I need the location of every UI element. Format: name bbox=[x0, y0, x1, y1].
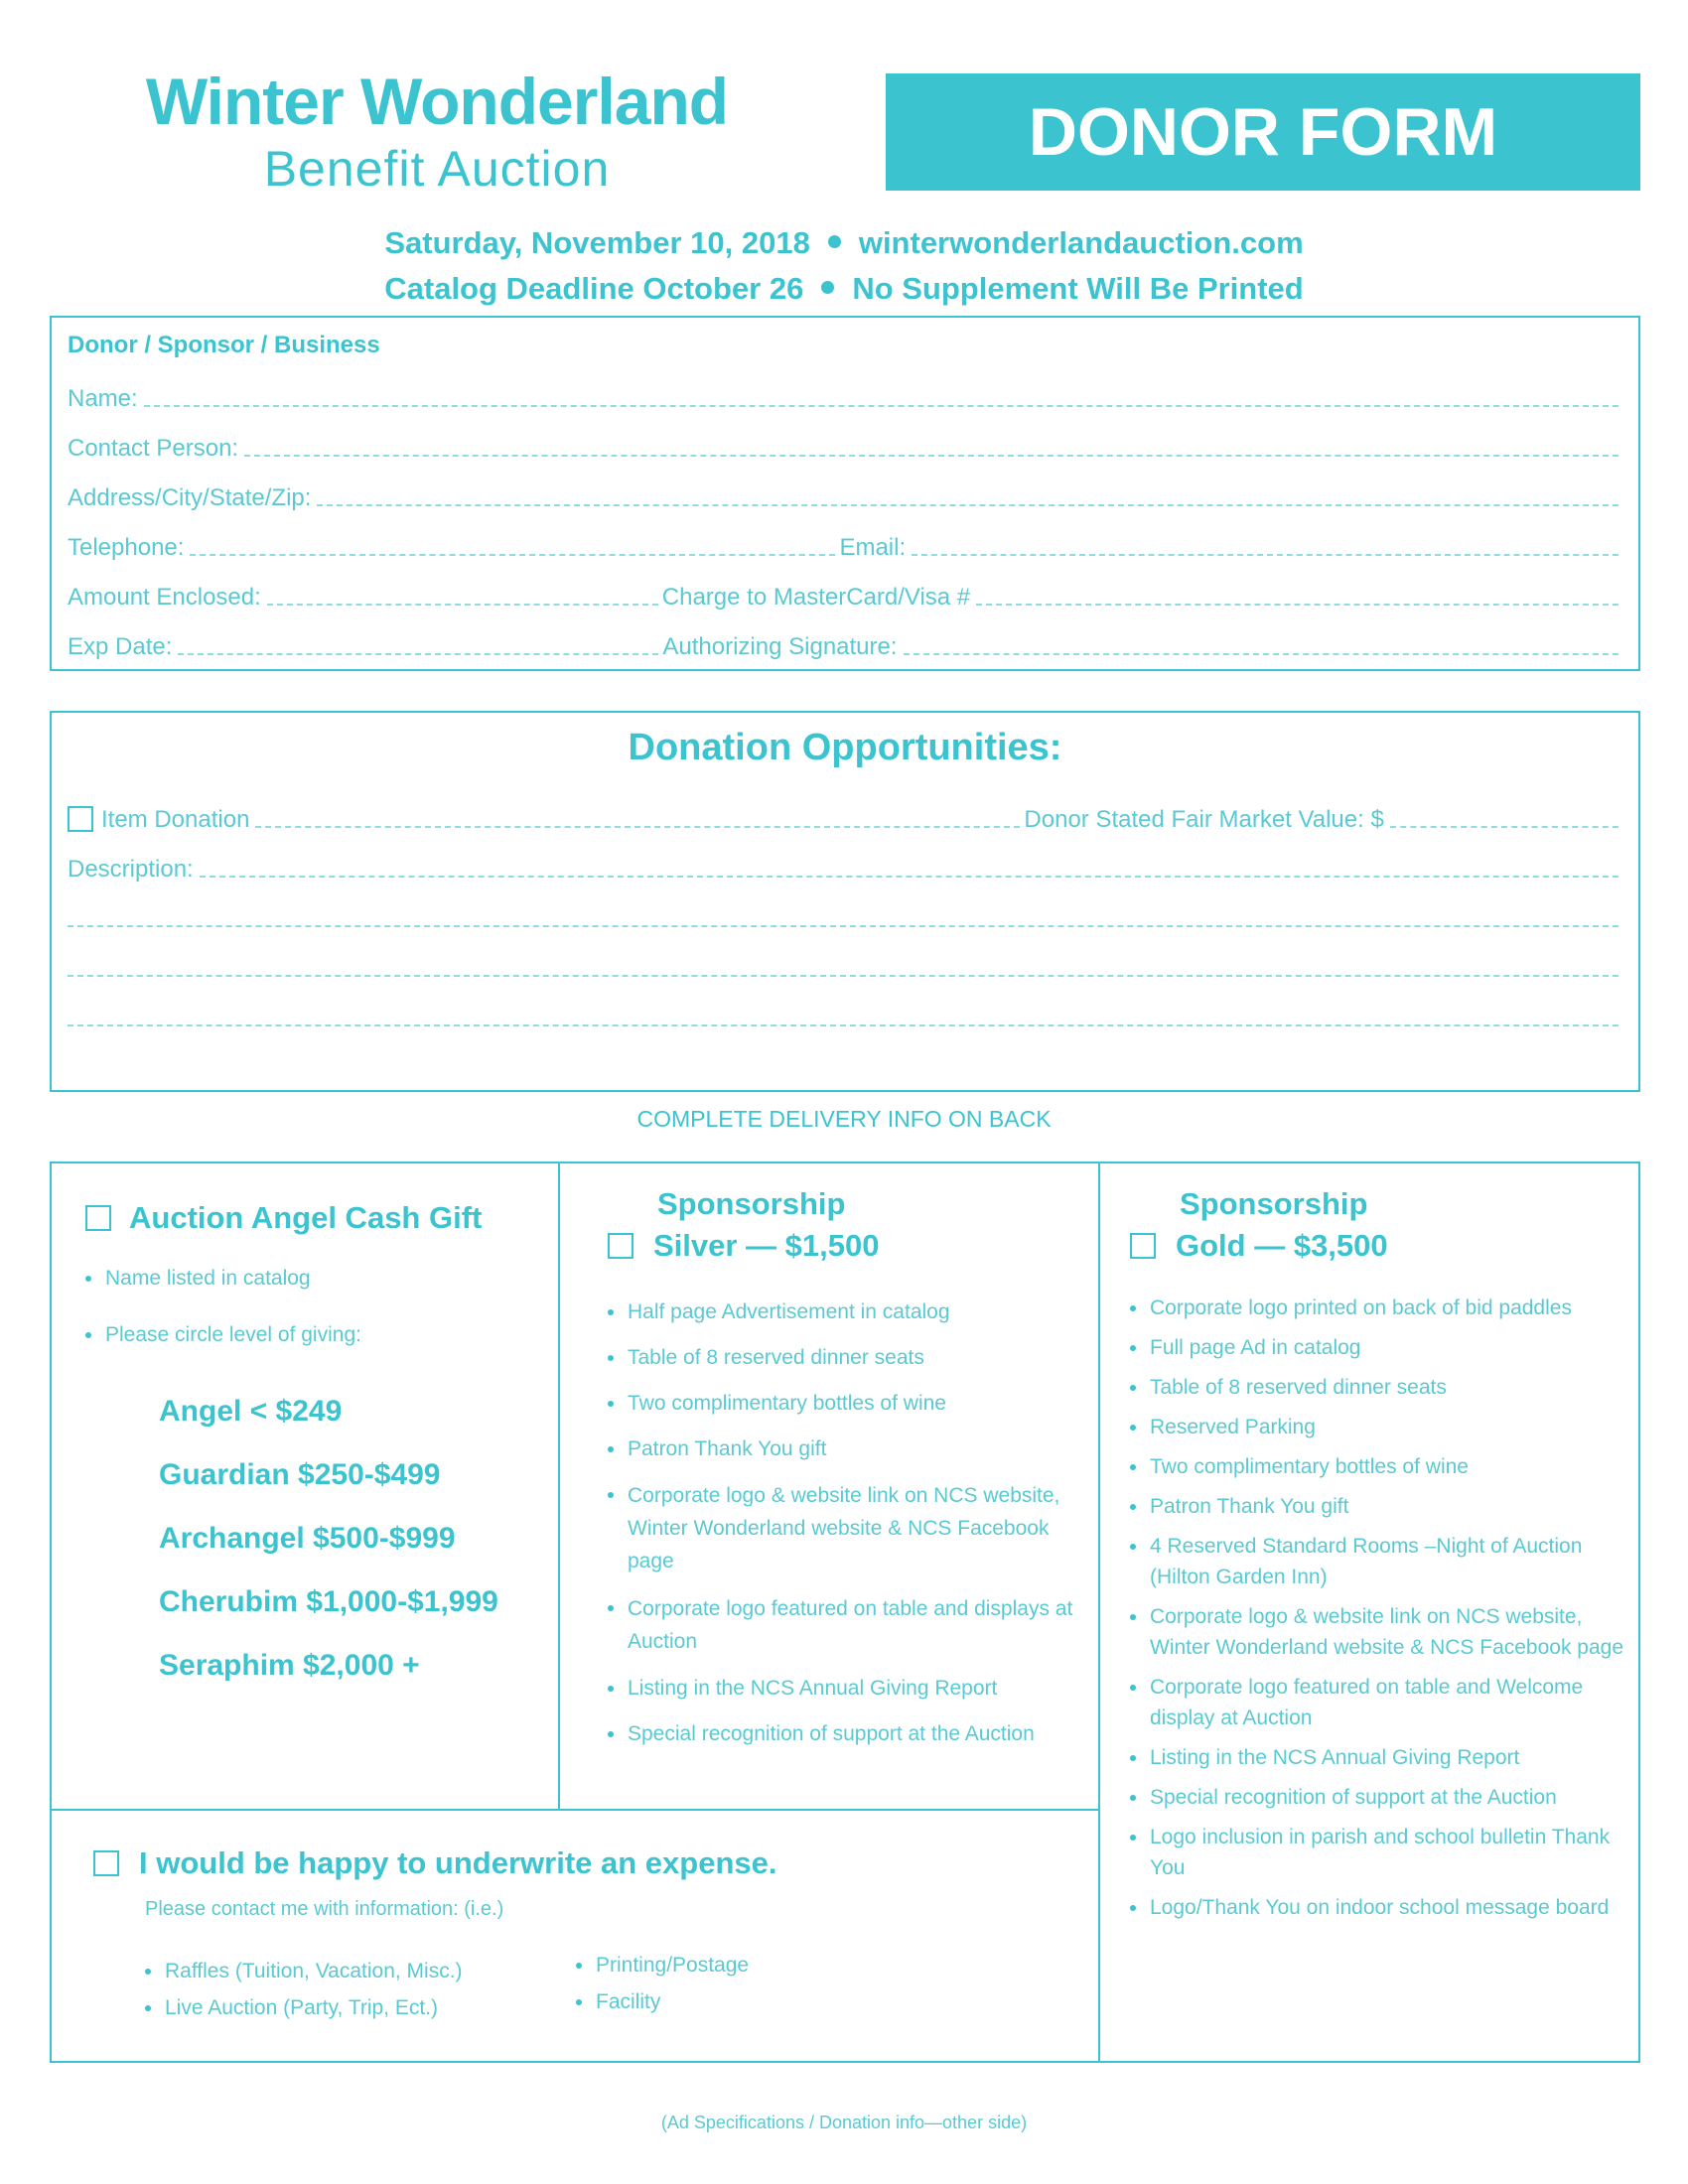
blank-line[interactable] bbox=[68, 925, 1618, 927]
phone-email-row bbox=[68, 528, 1622, 562]
list-item: Corporate logo featured on table and displays at Auction bbox=[606, 1592, 1082, 1658]
donation-section bbox=[50, 711, 1640, 1092]
list-item: Raffles (Tuition, Vacation, Misc.) bbox=[143, 1956, 560, 1986]
charge-label: Charge to MasterCard/Visa # bbox=[661, 584, 971, 611]
gold-heading-1: Sponsorship bbox=[1180, 1186, 1368, 1221]
payment-row bbox=[68, 578, 1622, 612]
signature-line[interactable] bbox=[904, 653, 1618, 655]
silver-heading-2: Silver — $1,500 bbox=[653, 1228, 880, 1263]
footer-note: (Ad Specifications / Donation info—other side) bbox=[660, 2113, 1028, 2132]
blank-line[interactable] bbox=[68, 1024, 1618, 1026]
list-item: Special recognition of support at the Auction bbox=[606, 1718, 1082, 1749]
amount-label: Amount Enclosed: bbox=[68, 584, 261, 611]
email-label: Email: bbox=[839, 534, 907, 561]
list-item: Facility bbox=[574, 1986, 872, 2017]
address-label: Address/City/State/Zip: bbox=[68, 484, 312, 511]
list-item: Corporate logo & website link on NCS website, Winter Wonderland website & NCS Facebook page bbox=[606, 1479, 1082, 1577]
list-item: Two complimentary bottles of wine bbox=[1128, 1451, 1624, 1482]
item-donation-checkbox[interactable] bbox=[68, 806, 93, 832]
list-item: Full page Ad in catalog bbox=[1128, 1332, 1624, 1363]
description-line-3[interactable] bbox=[68, 949, 1622, 983]
event-info-line bbox=[0, 223, 1688, 263]
description-field[interactable] bbox=[68, 850, 1622, 884]
description-line-2[interactable] bbox=[68, 899, 1622, 933]
silver-checkbox[interactable] bbox=[608, 1233, 633, 1259]
telephone-line[interactable] bbox=[190, 554, 835, 556]
name-field[interactable] bbox=[68, 379, 1622, 413]
gold-heading-2: Gold — $3,500 bbox=[1176, 1228, 1388, 1263]
divider bbox=[52, 1809, 1100, 1811]
angel-benefits bbox=[83, 1263, 540, 1350]
list-item: 4 Reserved Standard Rooms –Night of Auction (Hilton Garden Inn) bbox=[1128, 1531, 1624, 1592]
list-item: Logo/Thank You on indoor school message board bbox=[1128, 1892, 1624, 1923]
gold-benefits bbox=[1128, 1293, 1624, 1923]
contact-field[interactable] bbox=[68, 429, 1622, 463]
silver-header bbox=[608, 1225, 880, 1267]
list-item: Corporate logo featured on table and Welcome display at Auction bbox=[1128, 1672, 1624, 1733]
exp-line[interactable] bbox=[178, 653, 658, 655]
list-item: Patron Thank You gift bbox=[1128, 1491, 1624, 1522]
amount-line[interactable] bbox=[267, 604, 658, 606]
name-label: Name: bbox=[68, 385, 138, 412]
list-item: Printing/Postage bbox=[574, 1950, 872, 1980]
event-date: Saturday, November 10, 2018 bbox=[384, 225, 810, 260]
list-item: Special recognition of support at the Auction bbox=[1128, 1782, 1624, 1813]
address-field[interactable] bbox=[68, 478, 1622, 512]
divider bbox=[558, 1163, 560, 1811]
level-guardian[interactable]: Guardian $250-$499 bbox=[159, 1458, 441, 1491]
telephone-label: Telephone: bbox=[68, 534, 185, 561]
banner-text: DONOR FORM bbox=[1028, 94, 1498, 170]
list-item: Table of 8 reserved dinner seats bbox=[606, 1342, 1082, 1373]
list-item: Half page Advertisement in catalog bbox=[606, 1297, 1082, 1327]
contact-label: Contact Person: bbox=[68, 435, 239, 462]
description-label: Description: bbox=[68, 856, 194, 883]
item-donation-row bbox=[68, 800, 1622, 834]
description-line[interactable] bbox=[200, 876, 1618, 878]
underwrite-heading: I would be happy to underwrite an expense. bbox=[139, 1845, 777, 1880]
event-website: winterwonderlandauction.com bbox=[858, 225, 1304, 260]
underwrite-checkbox[interactable] bbox=[93, 1850, 119, 1876]
description-line-4[interactable] bbox=[68, 999, 1622, 1032]
list-item: Live Auction (Party, Trip, Ect.) bbox=[143, 1992, 560, 2023]
delivery-note: COMPLETE DELIVERY INFO ON BACK bbox=[636, 1106, 1052, 1132]
address-line[interactable] bbox=[317, 504, 1618, 506]
fmv-label: Donor Stated Fair Market Value: $ bbox=[1024, 806, 1384, 833]
deadline-line bbox=[0, 269, 1688, 309]
angel-heading: Auction Angel Cash Gift bbox=[129, 1200, 483, 1235]
bullet-dot-icon bbox=[828, 235, 841, 248]
item-donation-line[interactable] bbox=[255, 826, 1020, 828]
list-item: Please circle level of giving: bbox=[83, 1319, 540, 1350]
form-banner bbox=[886, 73, 1640, 191]
list-item: Name listed in catalog bbox=[83, 1263, 540, 1294]
contact-line[interactable] bbox=[244, 455, 1618, 457]
silver-heading-1: Sponsorship bbox=[657, 1186, 846, 1221]
list-item: Reserved Parking bbox=[1128, 1412, 1624, 1442]
underwrite-options-1 bbox=[143, 1956, 560, 2023]
list-item: Corporate logo printed on back of bid paddles bbox=[1128, 1293, 1624, 1323]
level-seraphim[interactable]: Seraphim $2,000 + bbox=[159, 1649, 420, 1682]
gold-header bbox=[1130, 1225, 1388, 1267]
list-item: Listing in the NCS Annual Giving Report bbox=[1128, 1742, 1624, 1773]
blank-line[interactable] bbox=[68, 975, 1618, 977]
item-donation-label: Item Donation bbox=[101, 806, 250, 833]
angel-checkbox[interactable] bbox=[85, 1205, 111, 1231]
exp-signature-row bbox=[68, 627, 1622, 661]
underwrite-options-2 bbox=[574, 1950, 872, 2017]
event-title: Winter Wonderland bbox=[145, 65, 729, 138]
list-item: Two complimentary bottles of wine bbox=[606, 1388, 1082, 1419]
donor-info-section bbox=[50, 316, 1640, 671]
name-line[interactable] bbox=[144, 405, 1618, 407]
angel-header bbox=[85, 1197, 482, 1239]
email-line[interactable] bbox=[912, 554, 1618, 556]
silver-benefits bbox=[606, 1297, 1082, 1749]
no-supplement-note: No Supplement Will Be Printed bbox=[852, 271, 1304, 306]
list-item: Listing in the NCS Annual Giving Report bbox=[606, 1673, 1082, 1704]
event-subtitle: Benefit Auction bbox=[263, 141, 611, 197]
gold-checkbox[interactable] bbox=[1130, 1233, 1156, 1259]
sponsorship-section bbox=[50, 1161, 1640, 2063]
list-item: Table of 8 reserved dinner seats bbox=[1128, 1372, 1624, 1403]
donation-heading: Donation Opportunities: bbox=[628, 727, 1062, 768]
list-item: Patron Thank You gift bbox=[606, 1433, 1082, 1464]
underwrite-note: Please contact me with information: (i.e.) bbox=[145, 1898, 504, 1920]
list-item: Corporate logo & website link on NCS website, Winter Wonderland website & NCS Facebook page bbox=[1128, 1601, 1624, 1663]
giving-levels bbox=[159, 1380, 498, 1698]
divider bbox=[1098, 1163, 1100, 2061]
card-number-line[interactable] bbox=[976, 604, 1618, 606]
level-angel[interactable]: Angel < $249 bbox=[159, 1395, 343, 1428]
level-cherubim[interactable]: Cherubim $1,000-$1,999 bbox=[159, 1585, 498, 1618]
catalog-deadline: Catalog Deadline October 26 bbox=[384, 271, 804, 306]
list-item: Logo inclusion in parish and school bulletin Thank You bbox=[1128, 1822, 1624, 1883]
donor-heading: Donor / Sponsor / Business bbox=[68, 332, 380, 358]
underwrite-header bbox=[93, 1843, 777, 1884]
level-archangel[interactable]: Archangel $500-$999 bbox=[159, 1522, 456, 1555]
signature-label: Authorizing Signature: bbox=[662, 633, 898, 660]
bullet-dot-icon bbox=[821, 281, 834, 294]
exp-label: Exp Date: bbox=[68, 633, 173, 660]
fmv-line[interactable] bbox=[1390, 826, 1618, 828]
